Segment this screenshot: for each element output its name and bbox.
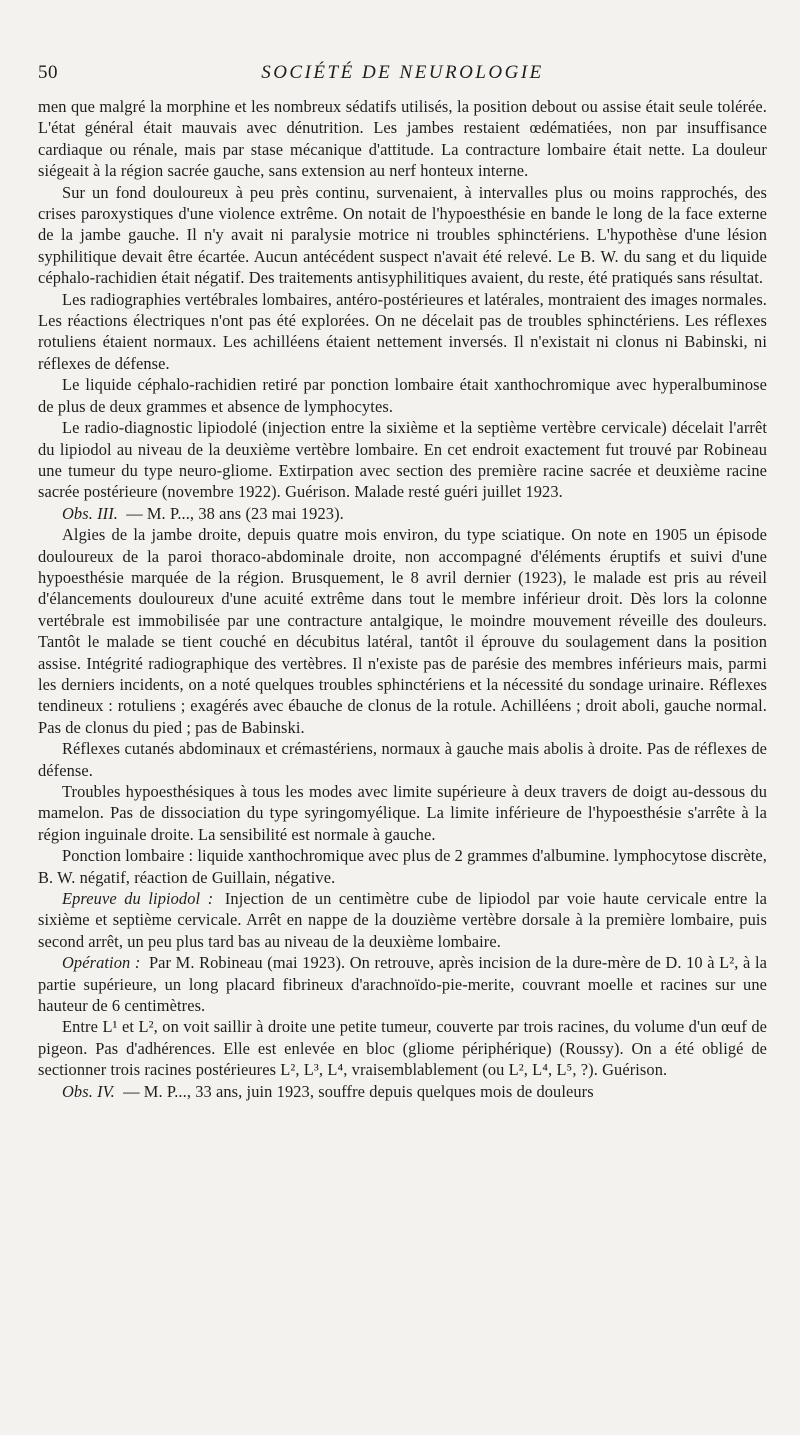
- paragraph-text: Sur un fond douloureux à peu près continu, survenaient, à intervalles plus ou moins rapprochés, des crises paroxystiques d'une violence extrême. On notait de l'hypoesthésie en bande le long de la face externe de la jambe gauche. Il n'y avait ni paralysie motrice ni troubles sphinctériens. L'hypothèse d'une lésion syphilitique devait être écartée. Aucun antécédent suspect n'avait été relevé. Le B. W. du sang et du liquide céphalo-rachidien était négatif. Des traitements antisyphilitiques avaient, du reste, été pratiqués sans résultat.: [38, 182, 767, 288]
- paragraph: [38, 888, 767, 952]
- paragraph-text: Le radio-diagnostic lipiodolé (injection entre la sixième et la septième vertèbre cervicale) décelait l'arrêt du lipiodol au niveau de la deuxième vertèbre lombaire. En cet endroit exactement fut trouvé par Robineau une tumeur du type neuro-gliome. Extirpation avec section des première racine sacrée et deuxième racine sacrée postérieure (novembre 1922). Guérison. Malade resté guéri juillet 1923.: [38, 418, 767, 502]
- paragraph: [38, 845, 767, 888]
- paragraph: [38, 289, 767, 375]
- paragraph: [38, 952, 767, 1016]
- paragraph-text: Entre L¹ et L², on voit saillir à droite une petite tumeur, couverte par trois racines, du volume d'un œuf de pigeon. Pas d'adhérences. Elle est enlevée en bloc (gliome périphérique) (Roussy). On a été obligé de sectionner trois racines postérieures L², L³, L⁴, vraisemblablement (ou L², L⁴, L⁵, ?). Guérison.: [38, 1017, 767, 1080]
- paragraph: [38, 1081, 767, 1102]
- paragraph: [38, 781, 767, 845]
- body-text: [38, 96, 767, 1102]
- paragraph: [38, 182, 767, 289]
- paragraph: [38, 1016, 767, 1080]
- paragraph-text: Injection de un centimètre cube de lipiodol par voie haute cervicale entre la sixième et septième cervicale. Arrêt en nappe de la douzième vertèbre dorsale à la première lombaire, puis second arrêt, un peu plus tard bas au niveau de la deuxième lombaire.: [38, 889, 767, 951]
- page-header: [38, 62, 767, 92]
- paragraph-text: — M. P..., 33 ans, juin 1923, souffre depuis quelques mois de douleurs: [123, 1081, 594, 1101]
- paragraph-label: Obs. IV.: [62, 1081, 115, 1101]
- paragraph-text: Troubles hypoesthésiques à tous les modes avec limite supérieure à deux travers de doigt au-dessous du mamelon. Pas de dissociation du type syringomyélique. La limite inférieure de l'hypoesthésie s'arrête à la région inguinale droite. La sensibilité est normale à gauche.: [38, 782, 767, 844]
- paragraph-text: Algies de la jambe droite, depuis quatre mois environ, du type sciatique. On note en 1905 un épisode douloureux de la paroi thoraco-abdominale droite, non accompagné d'éléments éruptifs et suivi d'une hypoesthésie marquée de la région. Brusquement, le 8 avril dernier (1923), le malade est pris au réveil d'élancements douloureux d'une acuité extrême dans tout le membre inférieur droit. Dès lors la colonne vertébrale est immobilisée par une contracture antalgique, le moindre mouvement réveille des douleurs. Tantôt le malade se tient couché en décubitus latéral, tantôt il éprouve du soulagement dans la position assise. Intégrité radiographique des vertèbres. Il n'existe pas de parésie des membres inférieurs mais, parmi les derniers incidents, on a noté quelques troubles sphinctériens et la nécessité du sondage urinaire. Réflexes tendineux : rotuliens ; exagérés avec ébauche de clonus de la rotule. Achilléens ; droit aboli, gauche normal. Pas de clonus du pied ; pas de Babinski.: [38, 525, 767, 737]
- running-title: SOCIÉTÉ DE NEUROLOGIE: [261, 62, 544, 83]
- paragraph-label: Obs. III.: [62, 503, 118, 523]
- paragraph-label: Epreuve du lipiodol :: [62, 889, 214, 909]
- paragraph: [38, 503, 767, 524]
- paragraph-text: Ponction lombaire : liquide xanthochromique avec plus de 2 grammes d'albumine. lymphocytose discrète, B. W. négatif, réaction de Guillain, négative.: [38, 846, 767, 887]
- paragraph-label: Opération :: [62, 953, 141, 973]
- paragraph: [38, 417, 767, 503]
- paragraph-text: Le liquide céphalo-rachidien retiré par ponction lombaire était xanthochromique avec hyperalbuminose de plus de deux grammes et absence de lymphocytes.: [38, 375, 767, 416]
- paragraph-text: — M. P..., 38 ans (23 mai 1923).: [126, 503, 344, 523]
- paragraph-text: Réflexes cutanés abdominaux et crémastériens, normaux à gauche mais abolis à droite. Pas de réflexes de défense.: [38, 739, 767, 780]
- paragraph-text: men que malgré la morphine et les nombreux sédatifs utilisés, la position debout ou assise était seule tolérée. L'état général était mauvais avec dénutrition. Les jambes restaient œdématiées, non par insuffisance cardiaque ou rénale, mais par stase mécanique d'attitude. La contracture lombaire était nette. La douleur siégeait à la région sacrée gauche, sans extension au nerf honteux interne.: [38, 97, 767, 181]
- page-number: 50: [38, 62, 58, 83]
- paragraph-text: Par M. Robineau (mai 1923). On retrouve, après incision de la dure-mère de D. 10 à L², à la partie supérieure, un long placard fibrineux d'arachnoïdo-pie-merite, couvrant moelle et racines sur une hauteur de 6 centimètres.: [38, 953, 768, 1016]
- paragraph: [38, 374, 767, 417]
- paragraph: [38, 96, 767, 182]
- paragraph: [38, 524, 767, 738]
- paragraph-text: Les radiographies vertébrales lombaires, antéro-postérieures et latérales, montraient des images normales. Les réactions électriques n'ont pas été explorées. On ne décelait pas de troubles sphinctériens. Les réflexes rotuliens étaient normaux. Les achilléens étaient nettement inversés. Il n'existait ni clonus ni Babinski, ni réflexes de défense.: [38, 289, 767, 373]
- paragraph: [38, 738, 767, 781]
